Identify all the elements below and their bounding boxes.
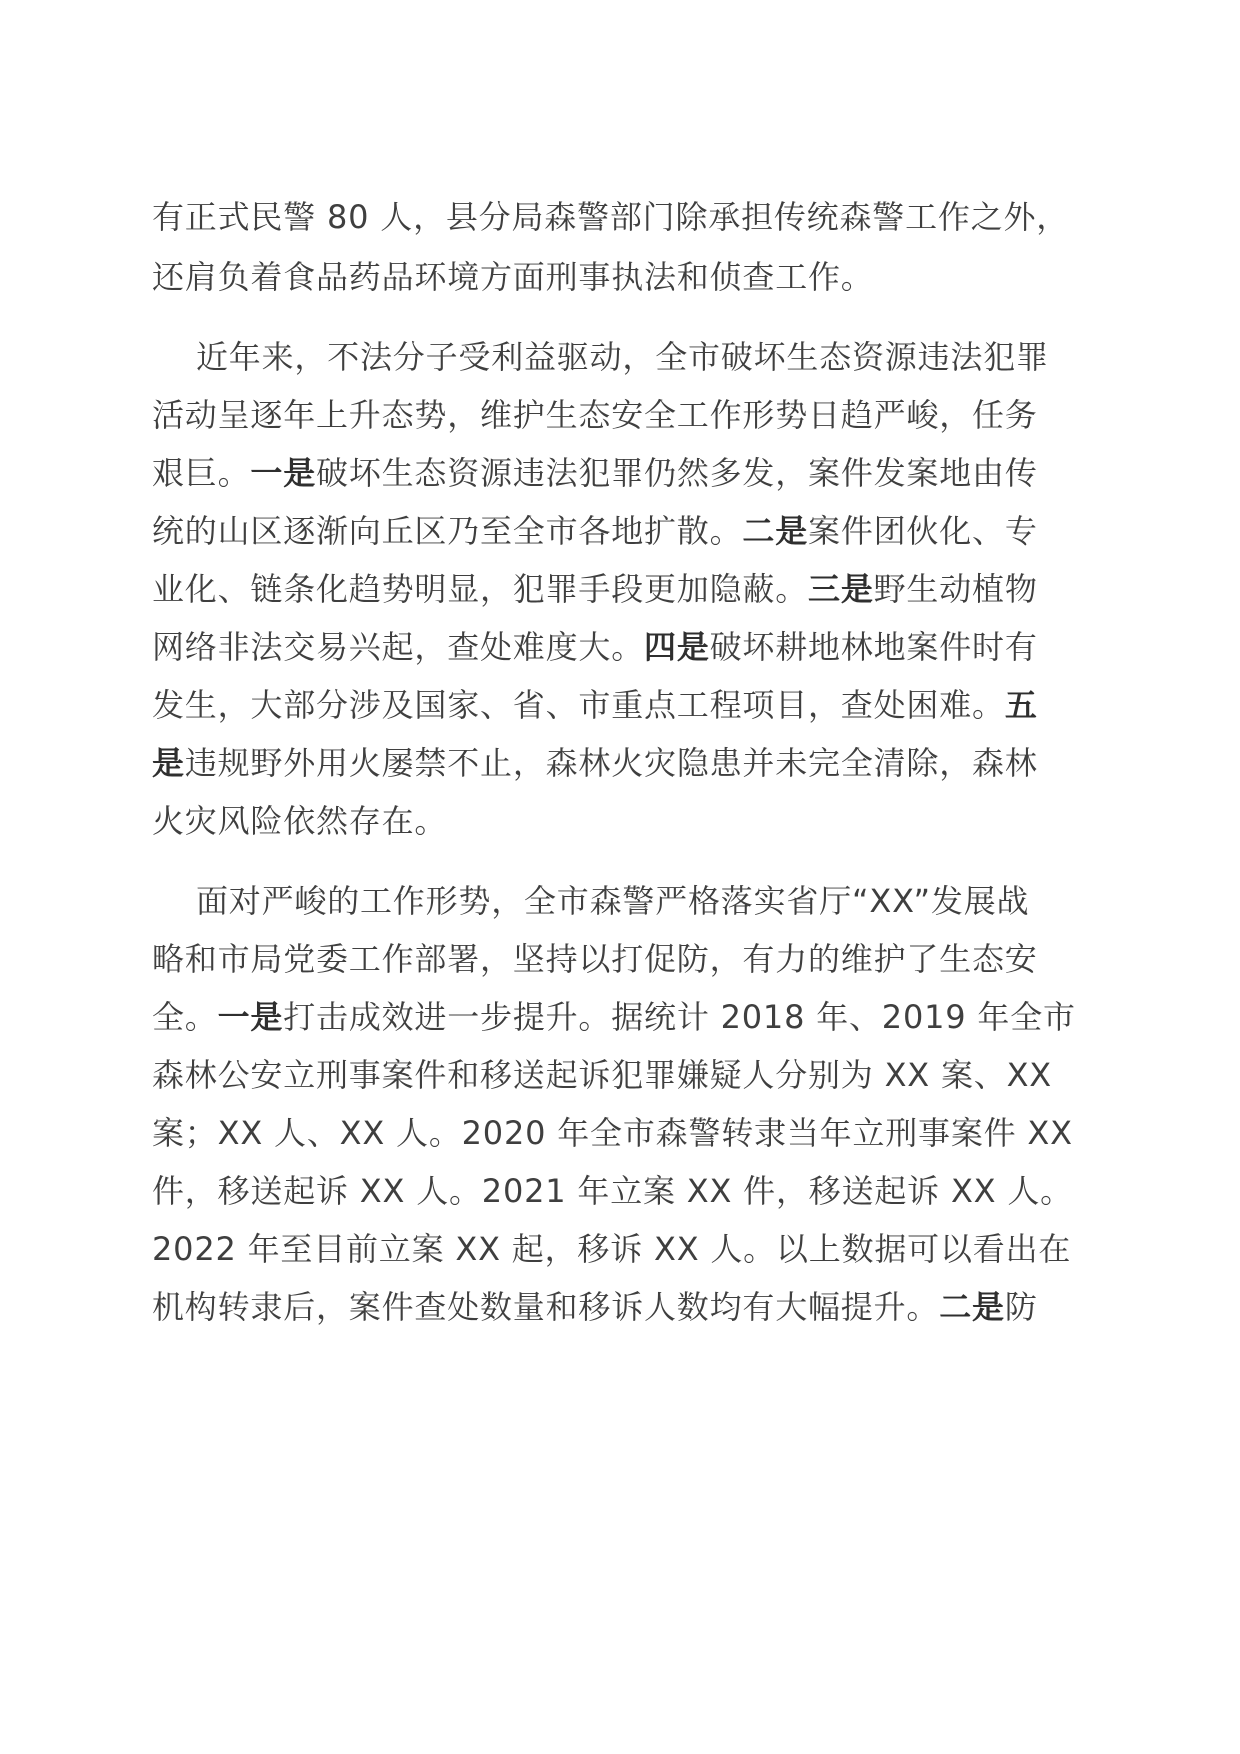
text-run: 全。	[152, 998, 218, 1036]
bold-marker: 三是	[808, 570, 874, 608]
bold-marker: 五	[1004, 686, 1038, 724]
text-run: 防	[1004, 1288, 1038, 1326]
paragraph-3-line-7: 2022 年至目前立案 XX 起，移诉 XX 人。以上数据可以看出在	[152, 1230, 1072, 1268]
text-run: 破坏生态资源违法犯罪仍然多发，案件发案地由传	[316, 454, 1038, 492]
bold-marker: 二是	[939, 1288, 1005, 1326]
paragraph-1-line-2: 还肩负着食品药品环境方面刑事执法和侦查工作。	[152, 258, 874, 296]
paragraph-3-line-8	[152, 1284, 1092, 1330]
text-run: 统的山区逐渐向丘区乃至全市各地扩散。	[152, 512, 743, 550]
paragraph-2-line-3	[152, 450, 1092, 496]
paragraph-2-line-7	[152, 682, 1092, 728]
paragraph-2-line-5	[152, 566, 1092, 612]
paragraph-2-line-8	[152, 740, 1092, 786]
bold-marker: 四是	[644, 628, 710, 666]
paragraph-1-line-1: 有正式民警 80 人，县分局森警部门除承担传统森警工作之外，	[152, 198, 1070, 236]
paragraph-3-line-1: 面对严峻的工作形势，全市森警严格落实省厅“XX”发展战	[196, 882, 1030, 920]
paragraph-3-line-5: 案；XX 人、XX 人。2020 年全市森警转隶当年立刑事案件 XX	[152, 1114, 1073, 1152]
paragraph-2-line-2: 活动呈逐年上升态势，维护生态安全工作形势日趋严峻，任务	[152, 396, 1038, 434]
text-run: 机构转隶后，案件查处数量和移诉人数均有大幅提升。	[152, 1288, 940, 1326]
paragraph-2-line-4	[152, 508, 1092, 554]
text-run: 案件团伙化、专	[808, 512, 1038, 550]
paragraph-3-line-6: 件，移送起诉 XX 人。2021 年立案 XX 件，移送起诉 XX 人。	[152, 1172, 1073, 1210]
bold-marker: 是	[152, 744, 185, 782]
text-run: 打击成效进一步提升。据统计 2018 年、2019 年全市	[283, 998, 1076, 1036]
bold-marker: 二是	[742, 512, 809, 550]
paragraph-3-line-3	[152, 994, 1092, 1040]
text-run: 艰巨。	[152, 454, 251, 492]
text-run: 破坏耕地林地案件时有	[709, 628, 1038, 666]
text-run: 网络非法交易兴起，查处难度大。	[152, 628, 645, 666]
paragraph-2-line-9: 火灾风险依然存在。	[152, 802, 448, 840]
paragraph-3-line-2: 略和市局党委工作部署，坚持以打促防，有力的维护了生态安	[152, 940, 1038, 978]
bold-marker: 一是	[217, 998, 284, 1036]
paragraph-3-line-4: 森林公安立刑事案件和移送起诉犯罪嫌疑人分别为 XX 案、XX	[152, 1056, 1053, 1094]
text-run: 业化、链条化趋势明显，犯罪手段更加隐蔽。	[152, 570, 809, 608]
paragraph-2-line-6	[152, 624, 1092, 670]
text-run: 发生，大部分涉及国家、省、市重点工程项目，查处困难。	[152, 686, 1005, 724]
text-run: 违规野外用火屡禁不止，森林火灾隐患并未完全清除，森林	[184, 744, 1038, 782]
paragraph-2-line-1: 近年来，不法分子受利益驱动，全市破坏生态资源违法犯罪	[196, 338, 1049, 376]
text-run: 野生动植物	[873, 570, 1038, 608]
bold-marker: 一是	[250, 454, 317, 492]
